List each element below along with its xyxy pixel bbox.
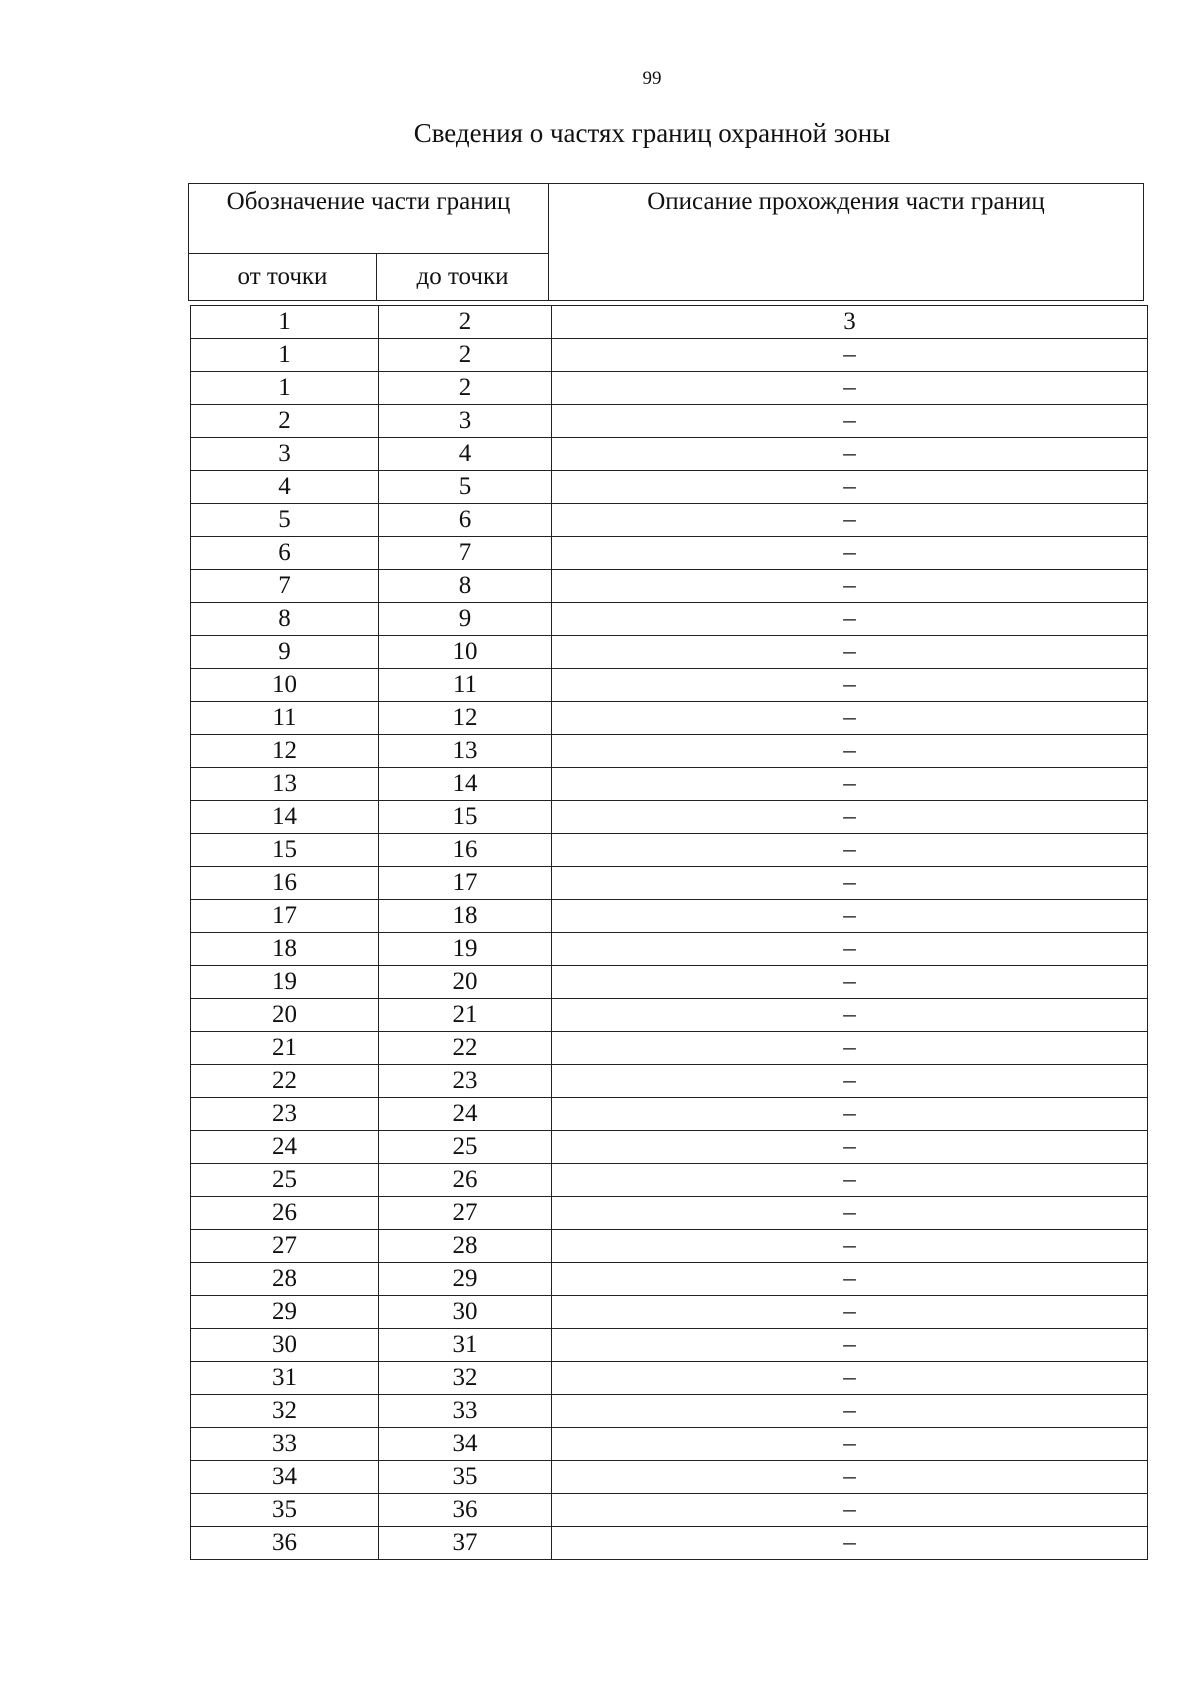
cell-to-point: 9 (379, 603, 552, 636)
cell-from-point: 27 (191, 1230, 379, 1263)
cell-to-point: 30 (379, 1296, 552, 1329)
cell-from-point: 25 (191, 1164, 379, 1197)
cell-description: – (552, 471, 1148, 504)
cell-from-point: 19 (191, 966, 379, 999)
cell-description: – (552, 1032, 1148, 1065)
cell-description: – (552, 603, 1148, 636)
cell-from-point: 20 (191, 999, 379, 1032)
cell-description: – (552, 537, 1148, 570)
cell-description: – (552, 1296, 1148, 1329)
cell-to-point: 19 (379, 933, 552, 966)
cell-from-point: 11 (191, 702, 379, 735)
table-row (191, 570, 1148, 603)
table-row (191, 1527, 1148, 1560)
cell-description: – (552, 801, 1148, 834)
cell-to-point: 37 (379, 1527, 552, 1560)
table-row (191, 405, 1148, 438)
cell-to-point: 14 (379, 768, 552, 801)
table-row (191, 1065, 1148, 1098)
cell-from-point: 4 (191, 471, 379, 504)
cell-to-point: 29 (379, 1263, 552, 1296)
cell-description: – (552, 1098, 1148, 1131)
table-row (191, 306, 1148, 339)
cell-description: – (552, 1197, 1148, 1230)
table-row (191, 834, 1148, 867)
cell-description: – (552, 372, 1148, 405)
cell-from-point: 26 (191, 1197, 379, 1230)
page-number: 99 (642, 68, 662, 89)
cell-description: – (552, 933, 1148, 966)
cell-from-point: 3 (191, 438, 379, 471)
cell-to-point: 2 (379, 306, 552, 339)
cell-to-point: 26 (379, 1164, 552, 1197)
cell-description: – (552, 867, 1148, 900)
cell-to-point: 6 (379, 504, 552, 537)
table-row (191, 735, 1148, 768)
table-row (191, 801, 1148, 834)
table-row (191, 1296, 1148, 1329)
table-row (191, 1395, 1148, 1428)
table-row (191, 702, 1148, 735)
cell-to-point: 21 (379, 999, 552, 1032)
cell-from-point: 7 (191, 570, 379, 603)
table-row (191, 1197, 1148, 1230)
cell-to-point: 10 (379, 636, 552, 669)
table-row (191, 1131, 1148, 1164)
cell-to-point: 25 (379, 1131, 552, 1164)
cell-to-point: 34 (379, 1428, 552, 1461)
cell-to-point: 32 (379, 1362, 552, 1395)
cell-description: – (552, 1164, 1148, 1197)
table-row (191, 1230, 1148, 1263)
table-row (191, 372, 1148, 405)
cell-description: – (552, 438, 1148, 471)
table-row (191, 867, 1148, 900)
cell-from-point: 14 (191, 801, 379, 834)
cell-to-point: 36 (379, 1494, 552, 1527)
cell-to-point: 23 (379, 1065, 552, 1098)
cell-description: – (552, 1461, 1148, 1494)
table-row (191, 471, 1148, 504)
cell-from-point: 1 (191, 339, 379, 372)
cell-to-point: 22 (379, 1032, 552, 1065)
cell-description: – (552, 1065, 1148, 1098)
cell-from-point: 21 (191, 1032, 379, 1065)
cell-from-point: 12 (191, 735, 379, 768)
cell-to-point: 8 (379, 570, 552, 603)
table-row (191, 966, 1148, 999)
table-row (191, 1263, 1148, 1296)
cell-from-point: 34 (191, 1461, 379, 1494)
cell-description: – (552, 1395, 1148, 1428)
cell-to-point: 17 (379, 867, 552, 900)
cell-description: – (552, 1131, 1148, 1164)
cell-from-point: 8 (191, 603, 379, 636)
cell-from-point: 13 (191, 768, 379, 801)
cell-to-point: 27 (379, 1197, 552, 1230)
cell-to-point: 2 (379, 339, 552, 372)
cell-to-point: 35 (379, 1461, 552, 1494)
cell-description: 3 (552, 306, 1148, 339)
cell-description: – (552, 1494, 1148, 1527)
table-row (191, 1494, 1148, 1527)
cell-from-point: 31 (191, 1362, 379, 1395)
cell-description: – (552, 405, 1148, 438)
table-row (191, 669, 1148, 702)
table-row (191, 339, 1148, 372)
cell-to-point: 3 (379, 405, 552, 438)
table-row (191, 636, 1148, 669)
cell-to-point: 18 (379, 900, 552, 933)
cell-description: – (552, 702, 1148, 735)
cell-from-point: 36 (191, 1527, 379, 1560)
header-boundary-description: Описание прохождения части границ (549, 184, 1144, 301)
cell-from-point: 15 (191, 834, 379, 867)
table-row (191, 1461, 1148, 1494)
table-row (191, 768, 1148, 801)
cell-to-point: 24 (379, 1098, 552, 1131)
cell-to-point: 15 (379, 801, 552, 834)
cell-to-point: 13 (379, 735, 552, 768)
header-from-point: от точки (189, 254, 377, 301)
cell-description: – (552, 999, 1148, 1032)
cell-from-point: 30 (191, 1329, 379, 1362)
cell-from-point: 2 (191, 405, 379, 438)
cell-from-point: 1 (191, 372, 379, 405)
table-row (191, 438, 1148, 471)
table-row (191, 1032, 1148, 1065)
cell-to-point: 31 (379, 1329, 552, 1362)
cell-description: – (552, 504, 1148, 537)
table-row (191, 1329, 1148, 1362)
cell-from-point: 28 (191, 1263, 379, 1296)
cell-description: – (552, 1329, 1148, 1362)
cell-to-point: 2 (379, 372, 552, 405)
cell-from-point: 18 (191, 933, 379, 966)
table-row (191, 1098, 1148, 1131)
table-row (191, 537, 1148, 570)
cell-to-point: 7 (379, 537, 552, 570)
cell-description: – (552, 636, 1148, 669)
cell-to-point: 5 (379, 471, 552, 504)
cell-description: – (552, 768, 1148, 801)
document-title: Сведения о частях границ охранной зоны (413, 118, 891, 148)
table-row (191, 999, 1148, 1032)
cell-description: – (552, 339, 1148, 372)
table-row (191, 933, 1148, 966)
cell-to-point: 4 (379, 438, 552, 471)
cell-to-point: 12 (379, 702, 552, 735)
header-boundary-designation: Обозначение части границ (189, 184, 549, 254)
table-row (191, 1428, 1148, 1461)
cell-description: – (552, 1230, 1148, 1263)
cell-description: – (552, 900, 1148, 933)
cell-from-point: 29 (191, 1296, 379, 1329)
cell-from-point: 22 (191, 1065, 379, 1098)
cell-from-point: 10 (191, 669, 379, 702)
cell-from-point: 5 (191, 504, 379, 537)
table-row (191, 1164, 1148, 1197)
cell-from-point: 17 (191, 900, 379, 933)
cell-description: – (552, 834, 1148, 867)
cell-description: – (552, 735, 1148, 768)
cell-to-point: 11 (379, 669, 552, 702)
table-row (191, 1362, 1148, 1395)
cell-description: – (552, 966, 1148, 999)
cell-from-point: 6 (191, 537, 379, 570)
cell-to-point: 33 (379, 1395, 552, 1428)
cell-from-point: 33 (191, 1428, 379, 1461)
cell-from-point: 16 (191, 867, 379, 900)
cell-from-point: 1 (191, 306, 379, 339)
cell-description: – (552, 1362, 1148, 1395)
cell-description: – (552, 669, 1148, 702)
cell-from-point: 9 (191, 636, 379, 669)
cell-from-point: 32 (191, 1395, 379, 1428)
header-to-point: до точки (377, 254, 549, 301)
cell-description: – (552, 570, 1148, 603)
cell-from-point: 24 (191, 1131, 379, 1164)
table-row (191, 603, 1148, 636)
table-header (188, 183, 1144, 301)
cell-description: – (552, 1263, 1148, 1296)
cell-description: – (552, 1527, 1148, 1560)
boundary-table (190, 305, 1148, 1560)
cell-to-point: 16 (379, 834, 552, 867)
table-row (191, 504, 1148, 537)
cell-description: – (552, 1428, 1148, 1461)
cell-to-point: 20 (379, 966, 552, 999)
cell-to-point: 28 (379, 1230, 552, 1263)
table-row (191, 900, 1148, 933)
cell-from-point: 35 (191, 1494, 379, 1527)
cell-from-point: 23 (191, 1098, 379, 1131)
